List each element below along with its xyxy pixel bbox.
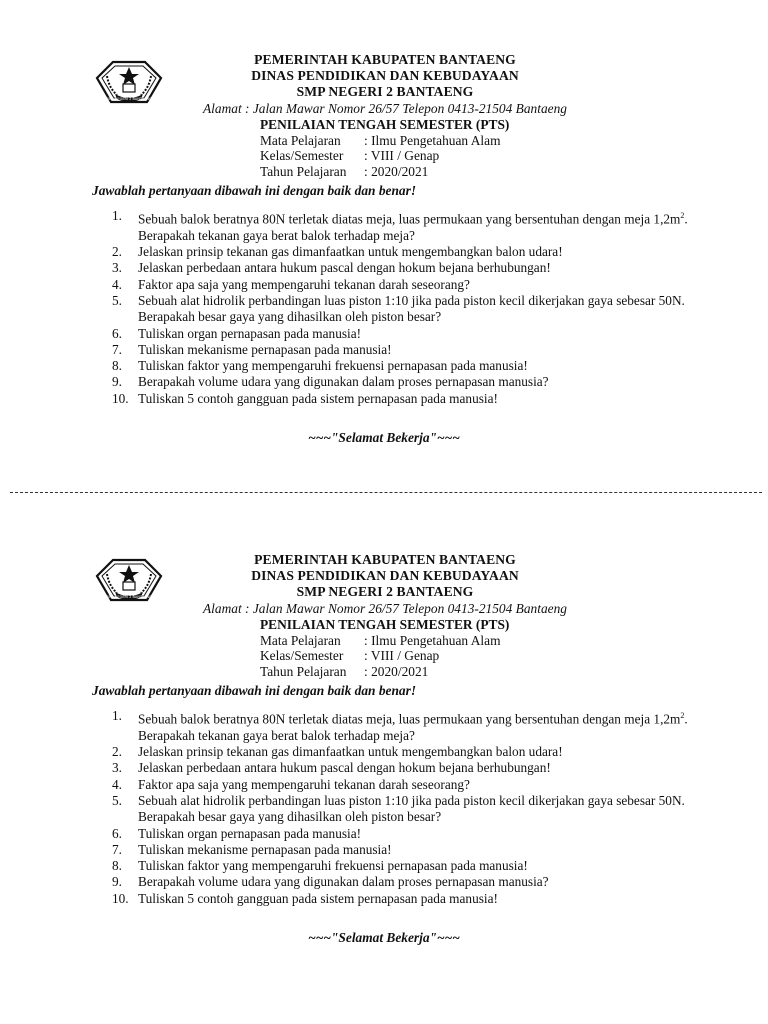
question-item [92, 208, 692, 244]
question-item [92, 891, 692, 907]
question-item [92, 374, 692, 390]
question-number: 7. [112, 341, 122, 357]
question-number: 6. [112, 825, 122, 841]
question-number: 10. [112, 390, 129, 406]
question-list [92, 708, 692, 907]
question-number: 10. [112, 890, 129, 906]
letterhead-line-2: DINAS PENDIDIKAN DAN KEBUDAYAAN [251, 68, 519, 83]
question-text: Tuliskan organ pernapasan pada manusia! [138, 325, 362, 341]
exam-info-label: Kelas/Semester [260, 648, 344, 664]
question-text: Tuliskan mekanisme pernapasan pada manusia! [138, 841, 392, 857]
question-item [92, 244, 692, 260]
question-item [92, 293, 692, 326]
question-text: Berapakah volume udara yang digunakan dalam proses pernapasan manusia? [138, 874, 549, 890]
exam-info-row [260, 648, 509, 664]
school-logo-icon [93, 556, 165, 604]
question-text: Jelaskan prinsip tekanan gas dimanfaatkan untuk mengembangkan balon udara! [138, 244, 563, 260]
question-text: Tuliskan 5 contoh gangguan pada sistem pernapasan pada manusia! [138, 390, 498, 406]
question-item [92, 277, 692, 293]
exam-info [260, 617, 509, 680]
question-number: 2. [112, 244, 122, 260]
question-number: 9. [112, 374, 122, 390]
exam-info-label: Mata Pelajaran [260, 632, 341, 648]
question-item [92, 391, 692, 407]
letterhead-line-3: SMP NEGERI 2 BANTAENG [296, 584, 474, 599]
question-number: 9. [112, 874, 122, 890]
question-item [92, 874, 692, 890]
exam-info-value: : VIII / Genap [364, 148, 440, 164]
question-number: 5. [112, 792, 122, 808]
question-text: Sebuah alat hidrolik perbandingan luas piston 1:10 jika pada piston kecil dikerjakan gaya sebesar 50N. Berapakah besar gaya yang dihasilkan oleh piston besar? [138, 792, 685, 825]
question-text: Sebuah balok beratnya 80N terletak diatas meja, luas permukaan yang bersentuhan dengan meja $1,2m^2$. Berapakah tekanan gaya berat balok terhadap meja? [138, 211, 688, 243]
question-item [92, 358, 692, 374]
question-text: Berapakah volume udara yang digunakan dalam proses pernapasan manusia? [138, 374, 549, 390]
question-number: 2. [112, 744, 122, 760]
exam-title: PENILAIAN TENGAH SEMESTER (PTS) [260, 117, 510, 132]
exam-info-value: : 2020/2021 [364, 664, 429, 680]
letterhead [180, 52, 590, 117]
question-number: 8. [112, 358, 122, 374]
question-item [92, 342, 692, 358]
closing-greeting: ~~~"Selamat Bekerja"~~~ [308, 430, 460, 445]
exam-info-value: : 2020/2021 [364, 164, 429, 180]
question-number: 6. [112, 325, 122, 341]
question-text: Tuliskan 5 contoh gangguan pada sistem pernapasan pada manusia! [138, 890, 498, 906]
question-number: 4. [112, 276, 122, 292]
letterhead-address: Alamat : Jalan Mawar Nomor 26/57 Telepon 0413-21504 Bantaeng [202, 101, 567, 116]
exam-sheet-top [0, 0, 768, 500]
question-item [92, 842, 692, 858]
question-item [92, 858, 692, 874]
question-text: Sebuah alat hidrolik perbandingan luas piston 1:10 jika pada piston kecil dikerjakan gaya sebesar 50N. Berapakah besar gaya yang dihasilkan oleh piston besar? [138, 292, 685, 325]
cut-line [10, 492, 762, 493]
exam-info-label: Tahun Pelajaran [260, 164, 347, 180]
exam-info-row [260, 164, 509, 180]
letterhead-line-3: SMP NEGERI 2 BANTAENG [296, 84, 474, 99]
exam-sheet-bottom [0, 500, 768, 1000]
school-logo-icon [93, 58, 165, 106]
question-number: 7. [112, 841, 122, 857]
closing-greeting: ~~~"Selamat Bekerja"~~~ [308, 930, 460, 945]
logo-caption: SMP NEGERI 2 BANTAENG [106, 97, 152, 101]
exam-info-value: : VIII / Genap [364, 648, 440, 664]
letterhead [180, 552, 590, 617]
question-text: Faktor apa saja yang mempengaruhi tekanan darah seseorang? [138, 276, 470, 292]
question-item [92, 793, 692, 826]
question-text: Jelaskan perbedaan antara hukum pascal dengan hokum bejana berhubungan! [138, 260, 551, 276]
exam-info [260, 117, 509, 180]
question-number: 1. [112, 708, 122, 723]
question-list [92, 208, 692, 407]
question-item [92, 826, 692, 842]
question-number: 3. [112, 760, 122, 776]
instruction: Jawablah pertanyaan dibawah ini dengan baik dan benar! [92, 683, 417, 698]
letterhead-address: Alamat : Jalan Mawar Nomor 26/57 Telepon 0413-21504 Bantaeng [202, 601, 567, 616]
question-item [92, 260, 692, 276]
exam-info-row [260, 633, 509, 649]
exam-info-value: : Ilmu Pengetahuan Alam [364, 632, 501, 648]
exam-info-label: Kelas/Semester [260, 148, 344, 164]
letterhead-line-2: DINAS PENDIDIKAN DAN KEBUDAYAAN [251, 568, 519, 583]
letterhead-line-1: PEMERINTAH KABUPATEN BANTAENG [254, 552, 516, 567]
question-item [92, 777, 692, 793]
letterhead-line-1: PEMERINTAH KABUPATEN BANTAENG [254, 52, 516, 67]
exam-info-row [260, 148, 509, 164]
question-number: 3. [112, 260, 122, 276]
logo-caption: SMP NEGERI 2 BANTAENG [106, 595, 152, 599]
exam-info-label: Tahun Pelajaran [260, 664, 347, 680]
question-item [92, 760, 692, 776]
question-text: Tuliskan faktor yang mempengaruhi frekuensi pernapasan pada manusia! [138, 858, 528, 874]
question-item [92, 708, 692, 744]
exam-info-row [260, 133, 509, 149]
question-text: Tuliskan organ pernapasan pada manusia! [138, 825, 362, 841]
question-number: 5. [112, 292, 122, 308]
exam-info-label: Mata Pelajaran [260, 132, 341, 148]
question-text: Jelaskan perbedaan antara hukum pascal dengan hokum bejana berhubungan! [138, 760, 551, 776]
question-item [92, 744, 692, 760]
question-text: Sebuah balok beratnya 80N terletak diatas meja, luas permukaan yang bersentuhan dengan meja $1,2m^2$. Berapakah tekanan gaya berat balok terhadap meja? [138, 711, 688, 743]
question-text: Tuliskan mekanisme pernapasan pada manusia! [138, 341, 392, 357]
question-number: 1. [112, 208, 122, 223]
question-number: 4. [112, 776, 122, 792]
question-number: 8. [112, 858, 122, 874]
question-text: Faktor apa saja yang mempengaruhi tekanan darah seseorang? [138, 776, 470, 792]
exam-info-value: : Ilmu Pengetahuan Alam [364, 132, 501, 148]
instruction: Jawablah pertanyaan dibawah ini dengan baik dan benar! [92, 183, 417, 198]
question-item [92, 326, 692, 342]
exam-title: PENILAIAN TENGAH SEMESTER (PTS) [260, 617, 510, 632]
question-text: Tuliskan faktor yang mempengaruhi frekuensi pernapasan pada manusia! [138, 358, 528, 374]
exam-info-row [260, 664, 509, 680]
question-text: Jelaskan prinsip tekanan gas dimanfaatkan untuk mengembangkan balon udara! [138, 744, 563, 760]
